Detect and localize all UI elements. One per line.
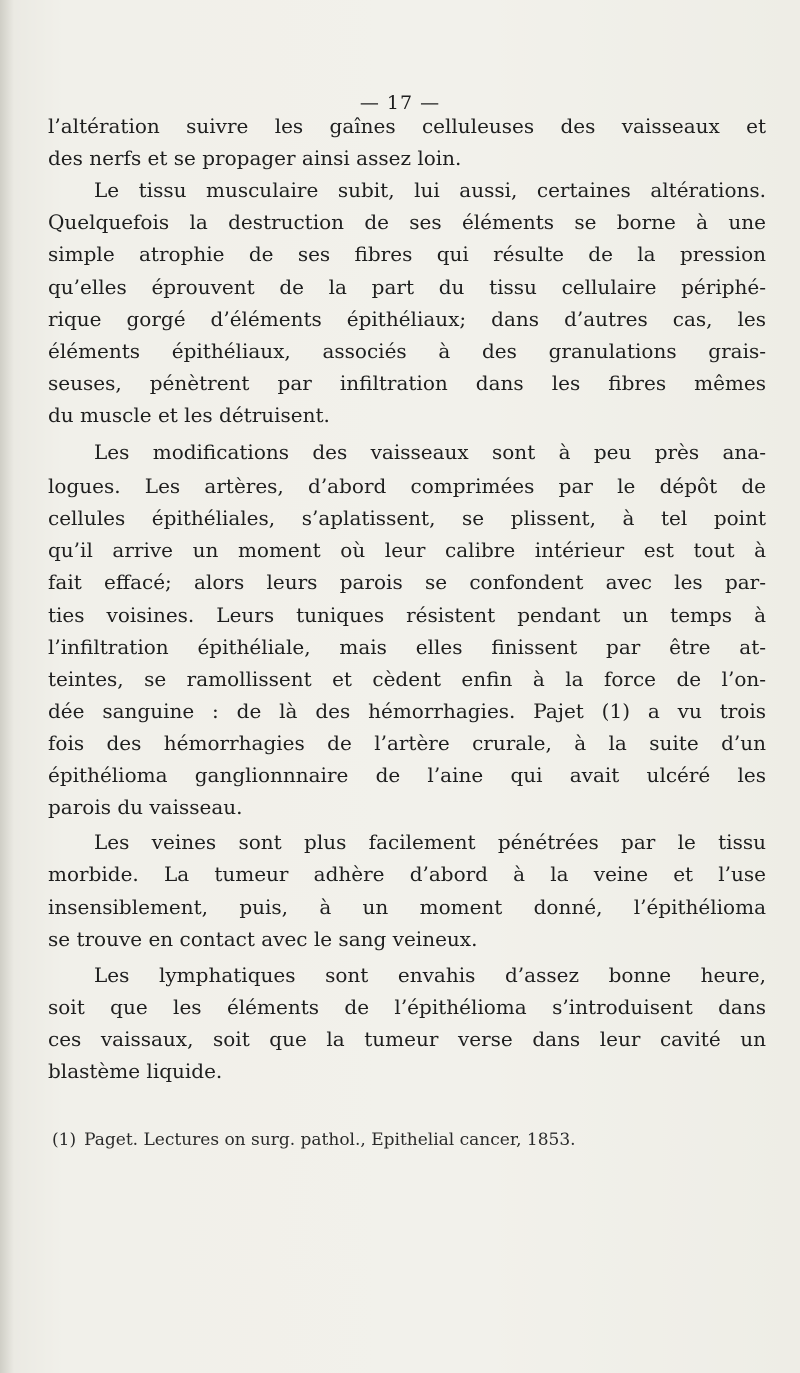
- text-line: l’altération suivre les gaînes celluleuses des vaisseaux et: [48, 114, 766, 138]
- text-line: dée sanguine : de là des hémorrhagies. Pajet (1) a vu trois: [48, 699, 766, 723]
- text-line: l’infiltration épithéliale, mais elles finissent par être at-: [48, 635, 766, 659]
- text-line: éléments épithéliaux, associés à des granulations grais-: [48, 339, 766, 363]
- text-line: ces vaissaux, soit que la tumeur verse dans leur cavité un: [48, 1027, 766, 1051]
- text-line: blastème liquide.: [48, 1059, 223, 1083]
- text-line: Le tissu musculaire subit, lui aussi, certaines altérations.: [94, 178, 766, 202]
- footnote-text: Paget. Lectures on surg. pathol., Epithelial cancer, 1853.: [84, 1130, 576, 1150]
- text-line: morbide. La tumeur adhère d’abord à la veine et l’use: [48, 862, 766, 886]
- text-line: ties voisines. Leurs tuniques résistent pendant un temps à: [48, 603, 766, 627]
- text-line: Les veines sont plus facilement pénétrées par le tissu: [94, 830, 766, 854]
- footnote: [52, 1129, 772, 1151]
- text-line: Quelquefois la destruction de ses éléments se borne à une: [48, 210, 766, 234]
- text-line: se trouve en contact avec le sang veineux.: [48, 927, 478, 951]
- text-line: logues. Les artères, d’abord comprimées par le dépôt de: [48, 474, 766, 498]
- text-line: Les modifications des vaisseaux sont à peu près ana-: [94, 440, 766, 464]
- text-line: épithélioma ganglionnnaire de l’aine qui avait ulcéré les: [48, 763, 766, 787]
- text-line: qu’il arrive un moment où leur calibre intérieur est tout à: [48, 538, 766, 562]
- text-line: seuses, pénètrent par infiltration dans les fibres mêmes: [48, 371, 766, 395]
- text-line: rique gorgé d’éléments épithéliaux; dans d’autres cas, les: [48, 307, 766, 331]
- page-edge-shadow: [0, 0, 14, 1373]
- text-line: Les lymphatiques sont envahis d’assez bonne heure,: [94, 963, 766, 987]
- footnote-mark: (1): [52, 1130, 77, 1150]
- text-line: du muscle et les détruisent.: [48, 403, 330, 427]
- text-line: simple atrophie de ses fibres qui résulte de la pression: [48, 242, 766, 266]
- page-number: — 17 —: [359, 92, 441, 114]
- text-line: soit que les éléments de l’épithélioma s’introduisent dans: [48, 995, 766, 1019]
- text-line: qu’elles éprouvent de la part du tissu cellulaire périphé-: [48, 275, 766, 299]
- text-line: insensiblement, puis, à un moment donné, l’épithélioma: [48, 895, 766, 919]
- text-line: teintes, se ramollissent et cèdent enfin à la force de l’on-: [48, 667, 766, 691]
- text-line: parois du vaisseau.: [48, 795, 243, 819]
- text-line: des nerfs et se propager ainsi assez loin.: [48, 146, 462, 170]
- text-line: fait effacé; alors leurs parois se confondent avec les par-: [48, 570, 766, 594]
- text-line: cellules épithéliales, s’aplatissent, se plissent, à tel point: [48, 506, 766, 530]
- text-line: fois des hémorrhagies de l’artère crurale, à la suite d’un: [48, 731, 766, 755]
